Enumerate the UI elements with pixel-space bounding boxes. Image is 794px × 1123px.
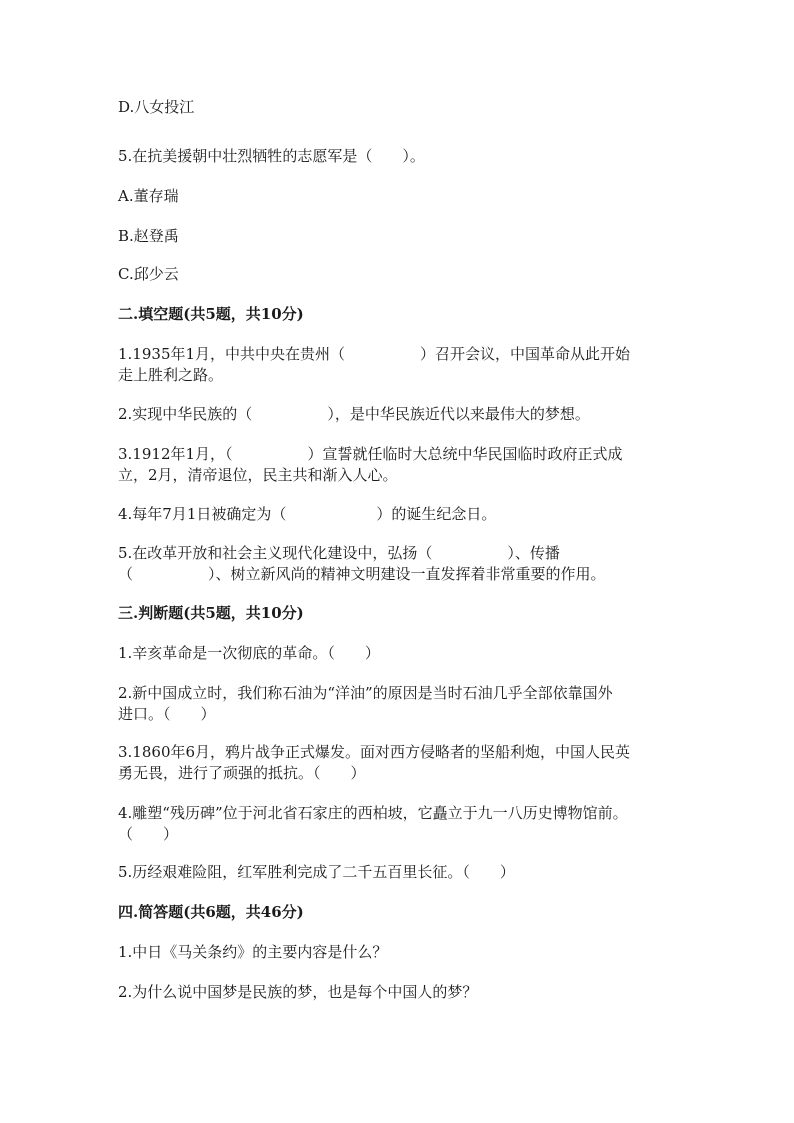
option-c: C.邱少云 (118, 265, 179, 283)
tf-question-3-line-1: 3.1860年6月，鸦片战争正式爆发。面对西方侵略者的坚船利炮，中国人民英 (118, 743, 631, 761)
option-d-eight-women: D.八女投江 (118, 98, 195, 116)
tf-question-4-line-1: 4.雕塑“残历碑”位于河北省石家庄的西柏坡，它矗立于九一八历史博物馆前。 (118, 804, 628, 822)
question-5-korean-war: 5.在抗美援朝中壮烈牺牲的志愿军是（ ）。 (118, 147, 425, 165)
tf-question-2-line-2: 进口。（ ） (118, 705, 216, 723)
option-b: B.赵登禹 (118, 227, 179, 245)
section-heading-fill-in: 二.填空题(共5题，共10分) (118, 305, 304, 323)
fill-question-4: 4.每年7月1日被确定为（ ）的诞生纪念日。 (118, 505, 497, 523)
tf-question-5: 5.历经艰难险阻，红军胜利完成了二千五百里长征。（ ） (118, 863, 515, 881)
fill-question-1-line-2: 走上胜利之路。 (118, 366, 224, 384)
fill-question-2: 2.实现中华民族的（ ），是中华民族近代以来最伟大的梦想。 (118, 405, 590, 423)
tf-question-1: 1.辛亥革命是一次彻底的革命。（ ） (118, 644, 380, 662)
fill-question-5-line-1: 5.在改革开放和社会主义现代化建设中，弘扬（ ）、传播 (118, 544, 560, 562)
short-answer-question-1: 1.中日《马关条约》的主要内容是什么？ (118, 943, 388, 961)
fill-question-3-line-1: 3.1912年1月，（ ）宣誓就任临时大总统中华民国临时政府正式成 (118, 445, 623, 463)
tf-question-4-line-2: （ ） (118, 825, 179, 843)
tf-question-2-line-1: 2.新中国成立时，我们称石油为“洋油”的原因是当时石油几乎全部依靠国外 (118, 684, 613, 702)
fill-question-5-line-2: （ ）、树立新风尚的精神文明建设一直发挥着非常重要的作用。 (118, 565, 606, 583)
fill-question-3-line-2: 立，2月，清帝退位，民主共和渐入人心。 (118, 466, 398, 484)
option-a: A.董存瑞 (118, 187, 179, 205)
fill-question-1-line-1: 1.1935年1月，中共中央在贵州（ ）召开会议，中国革命从此开始 (118, 345, 631, 363)
section-heading-true-false: 三.判断题(共5题，共10分) (118, 604, 304, 622)
tf-question-3-line-2: 勇无畏，进行了顽强的抵抗。（ ） (118, 764, 366, 782)
section-heading-short-answer: 四.简答题(共6题，共46分) (118, 903, 304, 921)
short-answer-question-2: 2.为什么说中国梦是民族的梦，也是每个中国人的梦？ (118, 983, 478, 1001)
